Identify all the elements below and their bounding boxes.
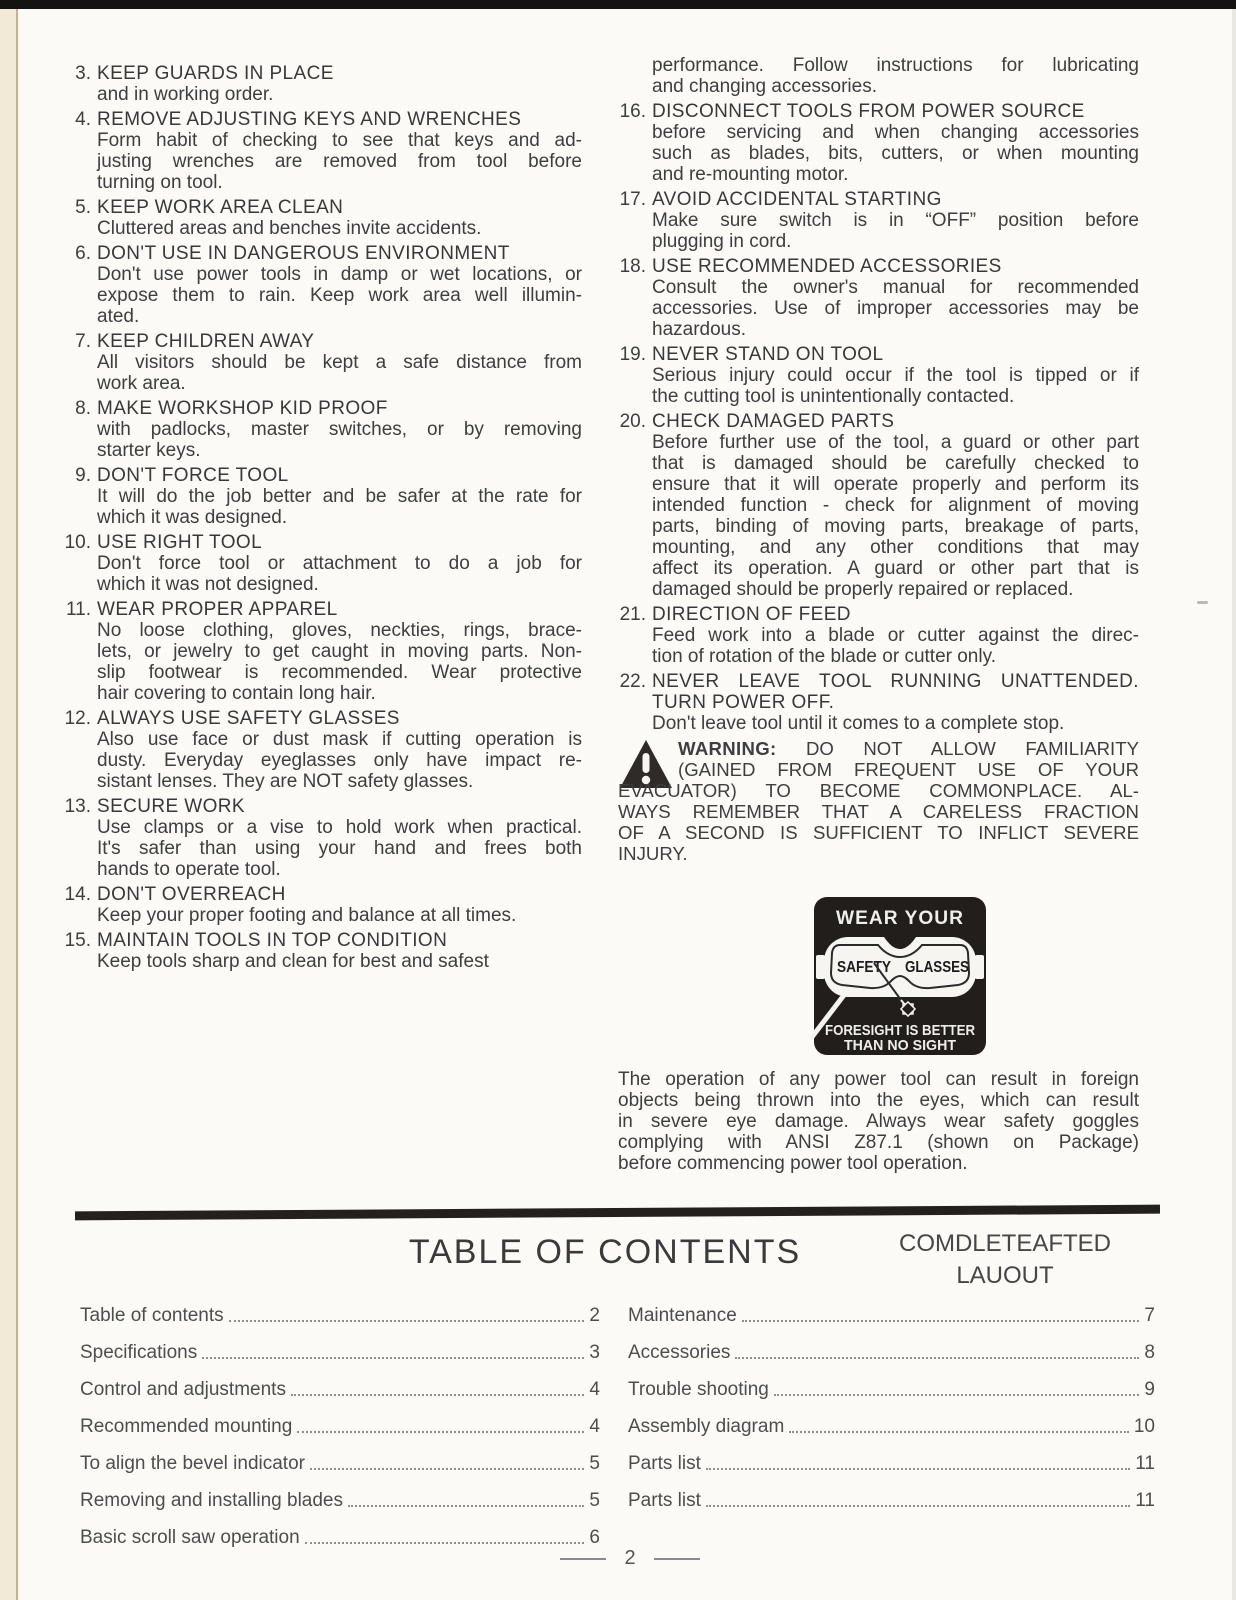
rule-heading <box>97 465 582 486</box>
rule-body <box>652 210 1139 252</box>
rule-body-line: Also use face or dust mask if cutting operation is <box>97 729 582 750</box>
rule-number: 18. <box>619 256 646 277</box>
toc-leader-dots <box>348 1493 584 1507</box>
safety-rule-item <box>63 63 582 105</box>
rule-body-line: and re-mounting motor. <box>652 164 849 185</box>
rule-content <box>652 671 1139 734</box>
safety-rule-item <box>63 599 582 704</box>
rule-number: 12. <box>64 708 91 729</box>
rule-number: 16. <box>619 101 646 122</box>
rule-body-line: Before further use of the tool, a guard or other part <box>652 432 1139 453</box>
badge-bottom-line1: FORESIGHT IS BETTER <box>825 1022 976 1039</box>
safety-rule-item <box>63 243 582 327</box>
rule-number: 5. <box>75 197 91 218</box>
rule-body-line: performance. Follow instructions for lubricating <box>652 55 1139 76</box>
badge-bottom-line2: THAN NO SIGHT <box>844 1037 956 1054</box>
rule-body-line: slip footwear is recommended. Wear protective <box>97 662 582 683</box>
rule-body-line: lets, or jewelry to get caught in moving parts. Non- <box>97 641 582 662</box>
toc-entry-title: Recommended mounting <box>80 1416 293 1437</box>
rule-body-line: Form habit of checking to see that keys and ad- <box>97 130 582 151</box>
toc-entry-title: Maintenance <box>628 1305 737 1326</box>
rule-body <box>97 729 582 792</box>
warning-block <box>618 738 1139 864</box>
rule-body-line: damaged should be properly repaired or replaced. <box>652 579 1074 600</box>
toc-leader-dots <box>742 1308 1140 1322</box>
toc-entry-title: Removing and installing blades <box>80 1490 343 1511</box>
safety-rule-item <box>63 930 582 972</box>
rule-number: 14. <box>64 884 91 905</box>
safety-rule-item <box>618 604 1139 667</box>
eye-protection-paragraph <box>618 1069 1139 1174</box>
rule-body-line: Don't leave tool until it comes to a complete stop. <box>652 713 1065 734</box>
warning-line: DO NOT ALLOW FAMILIARITY <box>805 738 1139 759</box>
toc-entry-page: 8 <box>1144 1342 1155 1363</box>
rule-body-line: that is damaged should be carefully checked to <box>652 453 1139 474</box>
rule-body-line: justing wrenches are removed from tool before <box>97 151 582 172</box>
toc-entry-title: Assembly diagram <box>628 1416 785 1437</box>
toc-entry-page: 2 <box>589 1305 600 1326</box>
rule-content <box>97 532 582 595</box>
safety-rule-item <box>63 884 582 926</box>
toc-entry <box>80 1438 600 1475</box>
rule-heading-line: TURN POWER OFF. <box>652 692 835 713</box>
rule-number: 7. <box>75 331 91 352</box>
toc-entry-title: Trouble shooting <box>628 1379 769 1400</box>
toc-side-note-line2: LAUOUT <box>956 1262 1054 1289</box>
rule-number: 20. <box>619 411 646 432</box>
warning-line: WAYS REMEMBER THAT A CARELESS FRACTION <box>618 801 1139 822</box>
rule-content <box>97 331 582 394</box>
toc-right-column <box>628 1290 1155 1512</box>
rule-content <box>652 55 1139 97</box>
rule-body-line: ensure that it will operate properly and perform its <box>652 474 1139 495</box>
safety-rule-item <box>618 55 1139 97</box>
toc-entry <box>80 1512 600 1549</box>
safety-rule-item <box>618 256 1139 340</box>
rule-body-line: expose them to rain. Keep work area well illumin- <box>97 285 582 306</box>
rule-body-line: mounting, and any other conditions that may <box>652 537 1139 558</box>
toc-divider-rule <box>75 1205 1160 1221</box>
rule-heading-line: REMOVE ADJUSTING KEYS AND WRENCHES <box>97 109 522 130</box>
toc-leader-dots <box>305 1530 585 1544</box>
rule-body-line: Keep tools sharp and clean for best and safest <box>97 951 489 972</box>
toc-entry-page: 10 <box>1133 1416 1155 1437</box>
toc-entry-page: 5 <box>589 1490 600 1511</box>
toc-left-column <box>80 1290 600 1549</box>
rule-heading-line: SECURE WORK <box>97 796 245 817</box>
rule-body <box>97 419 582 461</box>
toc-leader-dots <box>297 1419 584 1433</box>
rule-heading <box>97 532 582 553</box>
badge-lens-left-text: SAFETY <box>837 959 892 976</box>
rule-body-line: No loose clothing, gloves, neckties, rings, brace- <box>97 620 582 641</box>
toc-leader-dots <box>706 1456 1130 1470</box>
rule-number: 22. <box>619 671 646 692</box>
rule-body-line: parts, binding of moving parts, breakage of parts, <box>652 516 1139 537</box>
rule-body <box>652 55 1139 97</box>
rule-number <box>618 55 646 97</box>
rule-body-line: with padlocks, master switches, or by removing <box>97 419 582 440</box>
safety-rules-right-column <box>618 55 1139 1174</box>
rule-heading <box>97 331 582 352</box>
rule-heading-line: USE RIGHT TOOL <box>97 532 263 553</box>
safety-rule-item <box>618 671 1139 734</box>
rule-body <box>97 817 582 880</box>
rule-body-line: accessories. Use of improper accessories may be <box>652 298 1139 319</box>
rule-number: 19. <box>619 344 646 365</box>
rule-body-line: and changing accessories. <box>652 76 877 97</box>
rule-number: 8. <box>75 398 91 419</box>
rule-heading-line: WEAR PROPER APPAREL <box>97 599 338 620</box>
rule-heading <box>97 708 582 729</box>
rule-number: 9. <box>75 465 91 486</box>
scan-top-edge <box>0 0 1236 9</box>
rule-body-line: Don't use power tools in damp or wet locations, or <box>97 264 582 285</box>
rule-content <box>652 101 1139 185</box>
toc-leader-dots <box>310 1456 584 1470</box>
scan-right-edge <box>1232 9 1236 1600</box>
rule-heading <box>97 63 582 84</box>
rule-body-line: which it was not designed. <box>97 574 319 595</box>
rule-body-line: and in working order. <box>97 84 274 105</box>
rule-body <box>97 905 582 926</box>
rule-content <box>97 708 582 792</box>
rule-body-line: affect its operation. A guard or other part that is <box>652 558 1139 579</box>
rule-heading <box>652 189 1139 210</box>
safety-rule-item <box>63 796 582 880</box>
scan-left-edge <box>0 9 17 1600</box>
rule-body-line: plugging in cord. <box>652 231 792 252</box>
rule-number: 15. <box>64 930 91 951</box>
toc-entry-page: 11 <box>1135 1490 1155 1511</box>
toc-entry <box>628 1364 1155 1401</box>
toc-entry-title: Specifications <box>80 1342 198 1363</box>
rule-heading-line: MAINTAIN TOOLS IN TOP CONDITION <box>97 930 448 951</box>
rule-content <box>652 256 1139 340</box>
paragraph-line: in severe eye damage. Always wear safety goggles <box>618 1111 1139 1132</box>
rule-body-line: such as blades, bits, cutters, or when mounting <box>652 143 1139 164</box>
rule-number: 17. <box>619 189 646 210</box>
rule-number: 10. <box>64 532 91 553</box>
toc-entry <box>80 1364 600 1401</box>
toc-entry <box>628 1475 1155 1512</box>
rule-heading-line: KEEP GUARDS IN PLACE <box>97 63 334 84</box>
toc-entry-page: 4 <box>589 1416 600 1437</box>
rule-body-line: All visitors should be kept a safe distance from <box>97 352 582 373</box>
rule-heading-line: NEVER STAND ON TOOL <box>652 344 884 365</box>
rule-heading-line: USE RECOMMENDED ACCESSORIES <box>652 256 1002 277</box>
rule-heading-line: ALWAYS USE SAFETY GLASSES <box>97 708 400 729</box>
rule-heading-line: DON'T USE IN DANGEROUS ENVIRONMENT <box>97 243 510 264</box>
rule-body <box>652 122 1139 185</box>
rule-body-line: Keep your proper footing and balance at all times. <box>97 905 517 926</box>
rule-content <box>652 344 1139 407</box>
footer-dash <box>654 1558 700 1560</box>
rule-body-line: Make sure switch is in “OFF” position before <box>652 210 1139 231</box>
safety-rule-item <box>63 465 582 528</box>
rule-heading <box>97 599 582 620</box>
rule-heading-line: NEVER LEAVE TOOL RUNNING UNATTENDED. <box>652 671 1139 692</box>
rule-content <box>97 599 582 704</box>
toc-entry <box>80 1327 600 1364</box>
warning-text <box>618 759 1139 864</box>
rule-body-line: Feed work into a blade or cutter against the direc- <box>652 625 1139 646</box>
rule-number: 3. <box>75 63 91 84</box>
safety-rule-item <box>63 197 582 239</box>
spark-star-icon <box>901 1002 915 1016</box>
toc-side-note-line1: COMDLETEAFTED <box>898 1230 1111 1257</box>
scan-artifact-mark <box>1197 601 1208 604</box>
toc-title: TABLE OF CONTENTS <box>408 1233 802 1271</box>
toc-entry-title: Table of contents <box>80 1305 224 1326</box>
rule-content <box>652 189 1139 252</box>
rule-content <box>97 243 582 327</box>
scan-left-fold-line <box>16 9 18 1600</box>
rule-content <box>97 63 582 105</box>
safety-rule-item <box>63 708 582 792</box>
warning-triangle-icon <box>618 738 678 778</box>
rule-heading <box>652 344 1139 365</box>
toc-leader-dots <box>774 1382 1140 1396</box>
rule-heading <box>97 930 582 951</box>
safety-rule-item <box>63 398 582 461</box>
rule-heading-line: CHECK DAMAGED PARTS <box>652 411 895 432</box>
toc-entry-page: 5 <box>589 1453 600 1474</box>
rule-body-line: turning on tool. <box>97 172 223 193</box>
safety-rule-item <box>63 109 582 193</box>
safety-rules-left-column <box>63 63 582 976</box>
rule-body-line: Serious injury could occur if the tool is tipped or if <box>652 365 1139 386</box>
toc-entry-page: 11 <box>1135 1453 1155 1474</box>
toc-entry-page: 6 <box>589 1527 600 1548</box>
rule-body <box>652 625 1139 667</box>
rule-heading <box>97 197 582 218</box>
rule-heading <box>97 243 582 264</box>
rule-heading-line: MAKE WORKSHOP KID PROOF <box>97 398 388 419</box>
rule-body-line: work area. <box>97 373 186 394</box>
rule-number: 11. <box>65 599 91 620</box>
rule-heading <box>652 671 1139 713</box>
rule-body-line: hair covering to contain long hair. <box>97 683 376 704</box>
rule-content <box>97 930 582 972</box>
rule-body <box>97 352 582 394</box>
rule-body <box>97 951 582 972</box>
rule-body-line: hazardous. <box>652 319 747 340</box>
toc-leader-dots <box>735 1345 1139 1359</box>
rule-number: 6. <box>75 243 91 264</box>
rule-body <box>97 130 582 193</box>
rule-heading <box>652 411 1139 432</box>
rule-body-line: Don't force tool or attachment to do a job for <box>97 553 582 574</box>
badge-top-text: WEAR YOUR <box>836 908 964 929</box>
rule-heading <box>652 101 1139 122</box>
toc-entry-title: Accessories <box>628 1342 731 1363</box>
rule-body-line: intended function - check for alignment of moving <box>652 495 1139 516</box>
rule-body-line: ated. <box>97 306 140 327</box>
paragraph-line: objects being thrown into the eyes, which can result <box>618 1090 1139 1111</box>
paragraph-line: The operation of any power tool can result in foreign <box>618 1069 1139 1090</box>
rule-body-line: It will do the job better and be safer at the rate for <box>97 486 582 507</box>
toc-entry-page: 4 <box>589 1379 600 1400</box>
paragraph-line: before commencing power tool operation. <box>618 1153 968 1174</box>
rule-content <box>97 884 582 926</box>
rule-body-line: Consult the owner's manual for recommended <box>652 277 1139 298</box>
rule-body-line: which it was designed. <box>97 507 288 528</box>
rule-body <box>652 432 1139 600</box>
toc-entry <box>628 1401 1155 1438</box>
rule-body-line: tion of rotation of the blade or cutter only. <box>652 646 996 667</box>
toc-leader-dots <box>291 1382 584 1396</box>
toc-entry-page: 3 <box>589 1342 600 1363</box>
rule-content <box>652 411 1139 600</box>
toc-leader-dots <box>202 1345 584 1359</box>
right-rules-list <box>618 55 1139 734</box>
rule-body-line: Use clamps or a vise to hold work when practical. <box>97 817 582 838</box>
toc-entry <box>628 1327 1155 1364</box>
badge-lens-right-text: GLASSES <box>905 959 970 976</box>
rule-body <box>97 486 582 528</box>
page-number: 2 <box>624 1547 636 1569</box>
rule-heading <box>652 256 1139 277</box>
safety-rule-item <box>618 189 1139 252</box>
rule-number: 4. <box>75 109 91 130</box>
rule-body <box>97 553 582 595</box>
toc-entry <box>80 1401 600 1438</box>
rule-heading <box>97 398 582 419</box>
toc-side-note <box>870 1228 1140 1292</box>
rule-heading-line: DIRECTION OF FEED <box>652 604 851 625</box>
rule-body <box>652 713 1139 734</box>
safety-glasses-badge <box>814 897 986 1055</box>
safety-rule-item <box>63 532 582 595</box>
toc-leader-dots <box>229 1308 585 1322</box>
footer-dash <box>560 1558 606 1560</box>
safety-rule-item <box>618 411 1139 600</box>
rule-heading-line: KEEP CHILDREN AWAY <box>97 331 315 352</box>
paragraph-line: complying with ANSI Z87.1 (shown on Package) <box>618 1132 1139 1153</box>
rule-body-line: Cluttered areas and benches invite accidents. <box>97 218 482 239</box>
rule-content <box>652 604 1139 667</box>
rule-heading-line: DISCONNECT TOOLS FROM POWER SOURCE <box>652 101 1085 122</box>
rule-content <box>97 796 582 880</box>
rule-content <box>97 109 582 193</box>
rule-heading-line: AVOID ACCIDENTAL STARTING <box>652 189 942 210</box>
rule-heading <box>97 796 582 817</box>
toc-entry <box>80 1290 600 1327</box>
toc-leader-dots <box>789 1419 1129 1433</box>
rule-heading-line: KEEP WORK AREA CLEAN <box>97 197 344 218</box>
rule-heading <box>652 604 1139 625</box>
warning-line: (GAINED FROM FREQUENT USE OF YOUR <box>678 759 1139 780</box>
rule-heading <box>97 884 582 905</box>
page-footer <box>12 1547 1236 1570</box>
rule-heading <box>97 109 582 130</box>
warning-label: WARNING: <box>678 738 777 759</box>
toc-entry-title: Control and adjustments <box>80 1379 286 1400</box>
toc-entry-title: Parts list <box>628 1453 701 1474</box>
rule-heading-line: DON'T FORCE TOOL <box>97 465 289 486</box>
toc-entry-title: Basic scroll saw operation <box>80 1527 300 1548</box>
toc-entry <box>628 1438 1155 1475</box>
rule-body-line: hands to operate tool. <box>97 859 281 880</box>
toc-entry-page: 9 <box>1144 1379 1155 1400</box>
safety-rule-item <box>618 344 1139 407</box>
toc-entry-page: 7 <box>1144 1305 1155 1326</box>
safety-rule-item <box>618 101 1139 185</box>
rule-body <box>97 84 582 105</box>
rule-body-line: dusty. Everyday eyeglasses only have impact re- <box>97 750 582 771</box>
rule-body <box>652 365 1139 407</box>
rule-number: 21. <box>619 604 646 625</box>
rule-content <box>97 197 582 239</box>
rule-body <box>97 620 582 704</box>
toc-entry-title: To align the bevel indicator <box>80 1453 305 1474</box>
rule-body-line: sistant lenses. They are NOT safety glasses. <box>97 771 474 792</box>
rule-body-line: before servicing and when changing accessories <box>652 122 1139 143</box>
rule-body-line: the cutting tool is unintentionally contacted. <box>652 386 1015 407</box>
warning-first-line <box>618 738 1139 759</box>
toc-entry <box>628 1290 1155 1327</box>
warning-line: OF A SECOND IS SUFFICIENT TO INFLICT SEVERE <box>618 822 1139 843</box>
rule-body <box>97 264 582 327</box>
rule-body-line: starter keys. <box>97 440 201 461</box>
warning-line: EVACUATOR) TO BECOME COMMONPLACE. AL- <box>618 780 1139 801</box>
rule-body <box>652 277 1139 340</box>
toc-entry <box>80 1475 600 1512</box>
rule-body-line: It's safer than using your hand and frees both <box>97 838 582 859</box>
safety-rule-item <box>63 331 582 394</box>
rule-content <box>97 465 582 528</box>
rule-heading-line: DON'T OVERREACH <box>97 884 286 905</box>
toc-entry-title: Parts list <box>628 1490 701 1511</box>
rule-content <box>97 398 582 461</box>
warning-line: INJURY. <box>618 843 688 864</box>
rule-number: 13. <box>64 796 91 817</box>
toc-leader-dots <box>706 1493 1130 1507</box>
rule-body <box>97 218 582 239</box>
